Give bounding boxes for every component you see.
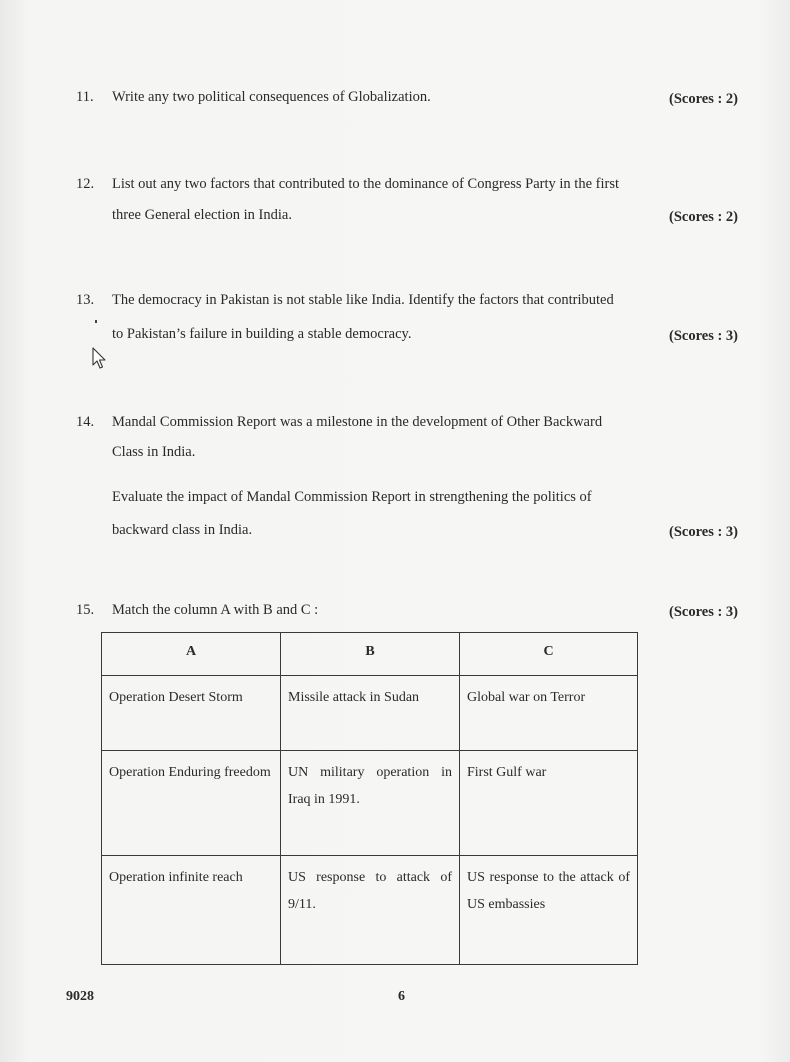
question-text: Mandal Commission Report was a milestone in the development of Other Backward xyxy=(112,414,603,430)
table-cell: US response to attack of 9/11. xyxy=(281,856,460,965)
paper-code: 9028 xyxy=(66,989,94,1004)
column-header-b: B xyxy=(281,633,460,676)
question-text: backward class in India. xyxy=(112,522,253,538)
question-text: Evaluate the impact of Mandal Commission Report in strengthening the politics of xyxy=(112,489,592,505)
question-number: 11. xyxy=(76,89,94,105)
question-text: List out any two factors that contributed to the dominance of Congress Party in the first xyxy=(112,176,619,192)
score-label: (Scores : 2) xyxy=(669,91,738,107)
score-label: (Scores : 3) xyxy=(669,328,738,344)
table-cell: First Gulf war xyxy=(460,751,638,856)
question-number: 12. xyxy=(76,176,95,192)
question-number: 13. xyxy=(76,292,95,308)
table-row xyxy=(102,676,638,751)
table-cell: Operation infinite reach xyxy=(102,856,281,965)
question-text: to Pakistan’s failure in building a stable democracy. xyxy=(112,326,412,342)
table-cell: Global war on Terror xyxy=(460,676,638,751)
table-row xyxy=(102,751,638,856)
question-number: 15. xyxy=(76,602,95,618)
question-text: Write any two political consequences of Globalization. xyxy=(112,89,431,105)
score-label: (Scores : 2) xyxy=(669,209,738,225)
table-cell: Missile attack in Sudan xyxy=(281,676,460,751)
table-row xyxy=(102,856,638,965)
ink-speck xyxy=(95,320,97,323)
column-header-a: A xyxy=(102,633,281,676)
table-cell: Operation Desert Storm xyxy=(102,676,281,751)
page-number: 6 xyxy=(398,989,405,1004)
question-text: Class in India. xyxy=(112,444,196,460)
table-cell: US response to the attack of US embassies xyxy=(460,856,638,965)
match-table xyxy=(101,632,638,965)
question-text: The democracy in Pakistan is not stable like India. Identify the factors that contributed xyxy=(112,292,614,308)
question-text: three General election in India. xyxy=(112,207,292,223)
table-cell: Operation Enduring freedom xyxy=(102,751,281,856)
question-text: Match the column A with B and C : xyxy=(112,602,319,618)
mouse-cursor-icon xyxy=(92,347,108,371)
table-cell: UN military operation in Iraq in 1991. xyxy=(281,751,460,856)
question-number: 14. xyxy=(76,414,95,430)
table-header-row xyxy=(102,633,638,676)
score-label: (Scores : 3) xyxy=(669,524,738,540)
score-label: (Scores : 3) xyxy=(669,604,738,620)
column-header-c: C xyxy=(460,633,638,676)
